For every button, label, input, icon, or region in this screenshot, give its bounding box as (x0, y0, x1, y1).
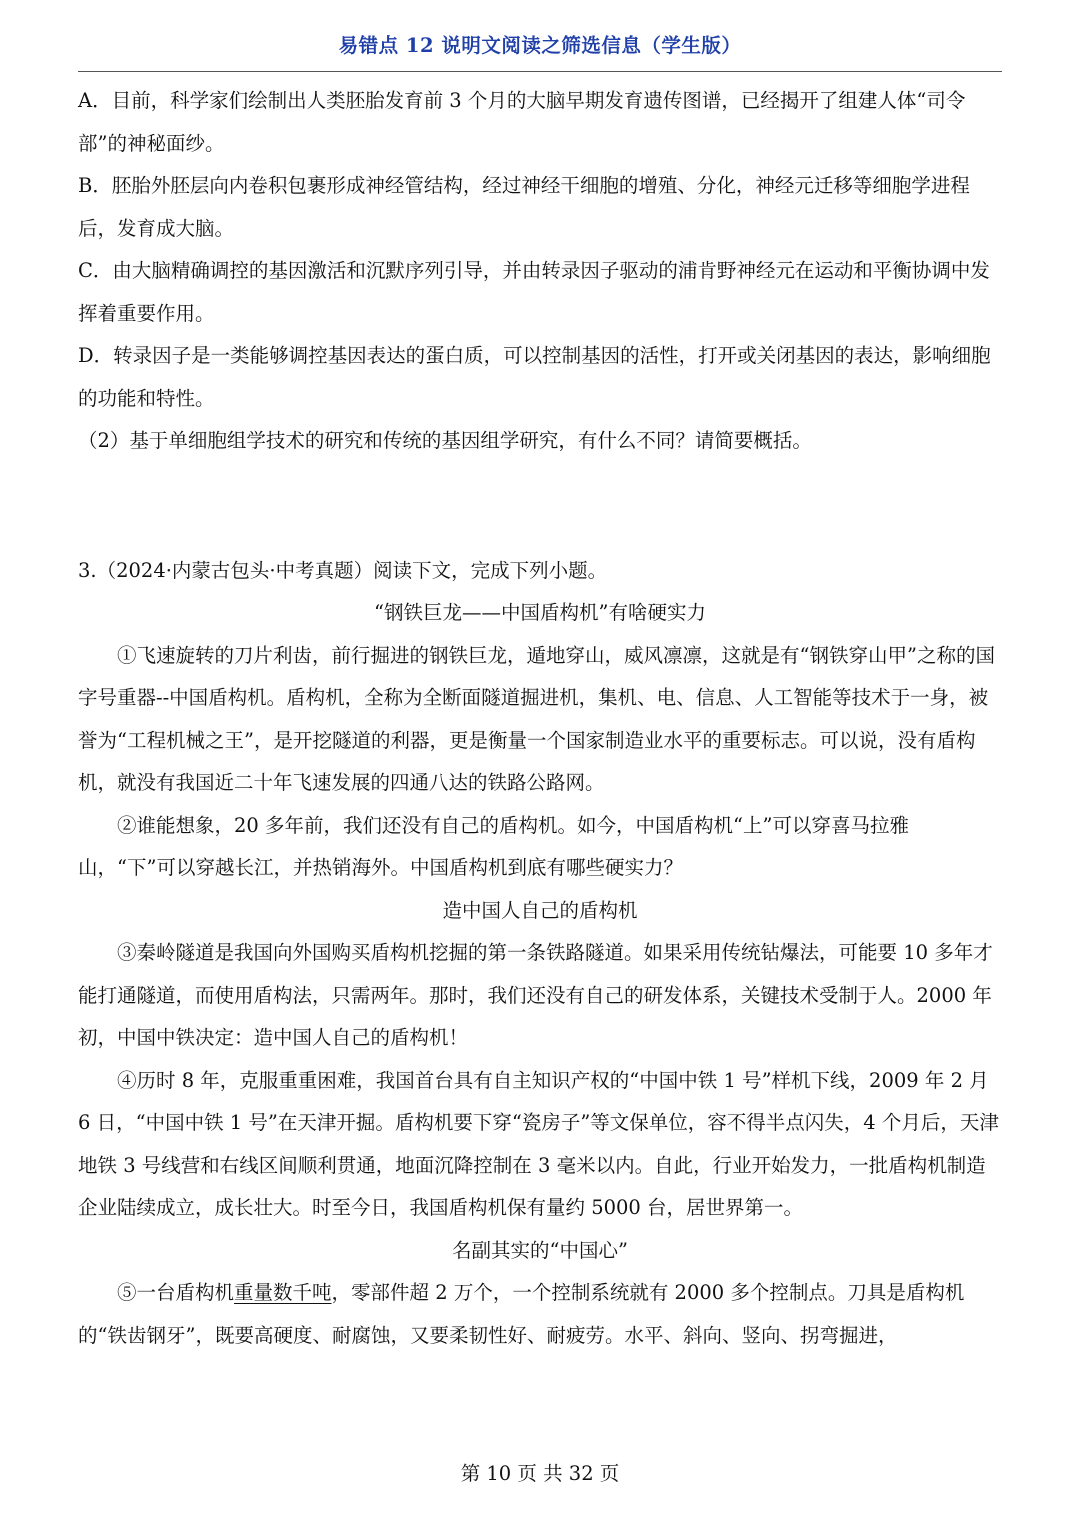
option-c: C．由大脑精确调控的基因激活和沉默序列引导，并由转录因子驱动的浦肯野神经元在运动和平衡协调中发挥着重要作用。 (78, 259, 990, 325)
answer-space (78, 463, 1002, 550)
section-subtitle-1: 造中国人自己的盾构机 (442, 898, 638, 922)
paragraph-3: ③秦岭隧道是我国向外国购买盾构机挖掘的第一条铁路隧道。如果采用传统钻爆法，可能要 10 多年才能打通隧道，而使用盾构法，只需两年。那时，我们还没有自己的研发体系，关键技术受制于人。2000 年初，中国中铁决定：造中国人自己的盾构机！ (78, 941, 993, 1049)
option-d: D．转录因子是一类能够调控基因表达的蛋白质，可以控制基因的活性，打开或关闭基因的表达，影响细胞的功能和特性。 (78, 344, 991, 410)
paragraph-1: ①飞速旋转的刀片利齿，前行掘进的钢铁巨龙，遁地穿山，威风凛凛，这就是有“钢铁穿山甲”之称的国字号重器--中国盾构机。盾构机，全称为全断面隧道掘进机，集机、电、信息、人工智能等技术于一身，被誉为“工程机械之王”，是开挖隧道的利器，更是衡量一个国家制造业水平的重要标志。可以说，没有盾构机，就没有我国近二十年飞速发展的四通八达的铁路公路网。 (78, 643, 995, 794)
section-subtitle-2: 名副其实的“中国心” (452, 1238, 628, 1262)
underlined-phrase: 重量数千吨 (234, 1281, 332, 1304)
header-divider (78, 71, 1002, 72)
page-header-title: 易错点 12 说明文阅读之筛选信息（学生版） (338, 34, 742, 57)
paragraph-5 (78, 1272, 1002, 1357)
option-a: A．目前，科学家们绘制出人类胚胎发育前 3 个月的大脑早期发育遗传图谱，已经揭开了组建人体“司令部”的神秘面纱。 (78, 89, 966, 155)
question-3-stem: 3.（2024·内蒙古包头·中考真题）阅读下文，完成下列小题。 (78, 558, 608, 582)
option-b: B．胚胎外胚层向内卷积包裹形成神经管结构，经过神经干细胞的增殖、分化，神经元迁移等细胞学进程后，发育成大脑。 (78, 174, 970, 240)
question-2: （2）基于单细胞组学技术的研究和传统的基因组学研究，有什么不同？请简要概括。 (78, 429, 812, 452)
page-content (78, 80, 1002, 1357)
article-title: “钢铁巨龙——中国盾构机”有啥硬实力 (374, 601, 706, 624)
paragraph-5-rest: ，零部件超 2 万个，一个控制系统就有 2000 多个控制点。刀具是盾构机的“铁齿钢牙”，既要高硬度、耐腐蚀，又要柔韧性好、耐疲劳。水平、斜向、竖向、拐弯掘进， (78, 1281, 965, 1347)
paragraph-5-start: ⑤一台盾构机 (117, 1281, 235, 1304)
paragraph-2: ②谁能想象，20 多年前，我们还没有自己的盾构机。如今，中国盾构机“上”可以穿喜马拉雅山，“下”可以穿越长江，并热销海外。中国盾构机到底有哪些硬实力？ (78, 813, 909, 879)
paragraph-4: ④历时 8 年，克服重重困难，我国首台具有自主知识产权的“中国中铁 1 号”样机下线，2009 年 2 月 6 日，“中国中铁 1 号”在天津开掘。盾构机要下穿“瓷房子”等文保单位，容不得半点闪失，4 个月后，天津地铁 3 号线营和右线区间顺利贯通，地面沉降控制在 3 毫米以内。自此，行业开始发力，一批盾构机制造企业陆续成立，成长壮大。时至今日，我国盾构机保有量约 5000 台，居世界第一。 (78, 1068, 999, 1219)
page-footer: 第 10 页 共 32 页 (460, 1462, 620, 1485)
